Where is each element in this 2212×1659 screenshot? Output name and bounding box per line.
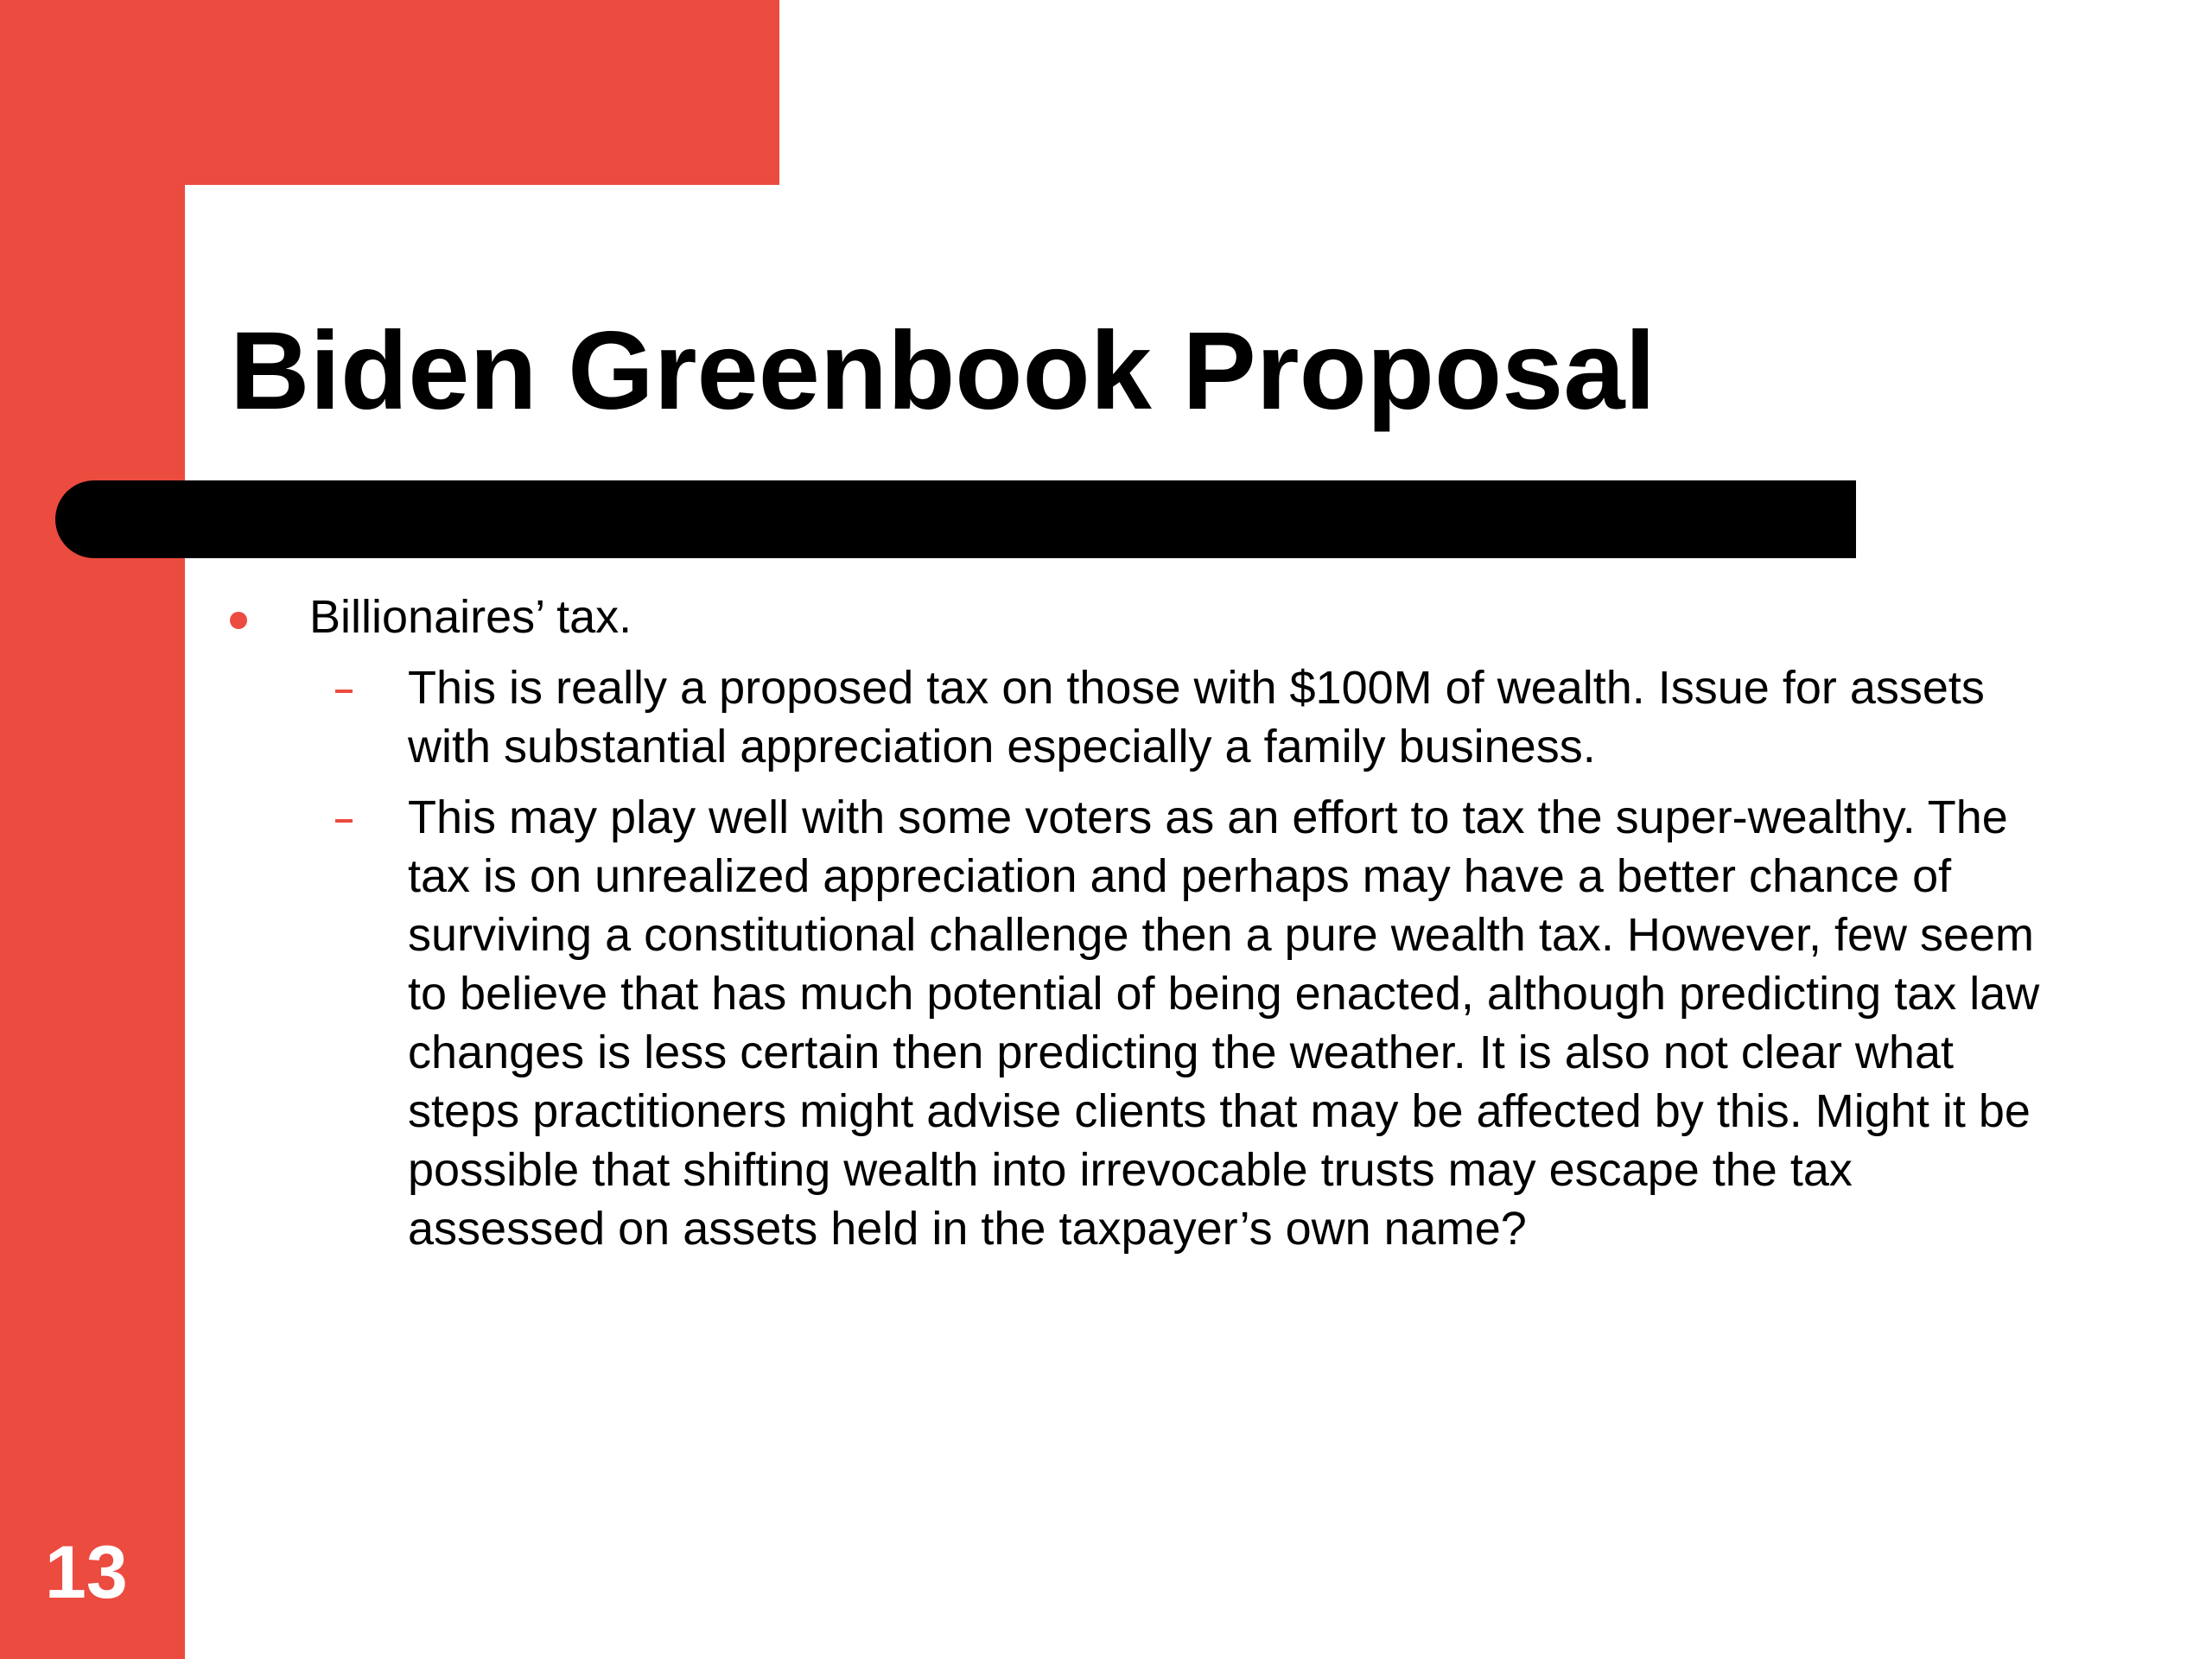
title-underline-bar bbox=[55, 480, 1856, 558]
red-sidebar bbox=[0, 0, 185, 1659]
sub-bullet-item bbox=[226, 788, 2058, 1258]
page-number: 13 bbox=[45, 1531, 128, 1614]
dash-icon bbox=[335, 690, 353, 693]
red-top-block bbox=[0, 0, 779, 185]
slide-title: Biden Greenbook Proposal bbox=[230, 309, 1656, 433]
sub-bullet-item bbox=[226, 658, 2058, 776]
slide-content bbox=[226, 588, 2058, 1270]
bullet-dot-icon bbox=[230, 612, 247, 629]
dash-icon bbox=[335, 819, 353, 823]
bullet-item bbox=[226, 588, 2058, 646]
sub-bullet-text: This may play well with some voters as an effort to tax the super-wealthy. The tax is on unrealized appreciation and perhaps may have a better chance of surviving a constitutional challenge then a pure wealth tax. However, few seem to believe that has much potential of being enacted, although predicting tax law changes is less certain then predicting the weather. It is also not clear what steps practitioners might advise clients that may be affected by this. Might it be possible that shifting wealth into irrevocable trusts may escape the tax assessed on assets held in the taxpayer’s own name? bbox=[408, 791, 2040, 1255]
bullet-text: Billionaires’ tax. bbox=[309, 591, 632, 643]
sub-bullet-text: This is really a proposed tax on those with $100M of wealth. Issue for assets with substantial appreciation especially a family business. bbox=[408, 662, 1985, 772]
